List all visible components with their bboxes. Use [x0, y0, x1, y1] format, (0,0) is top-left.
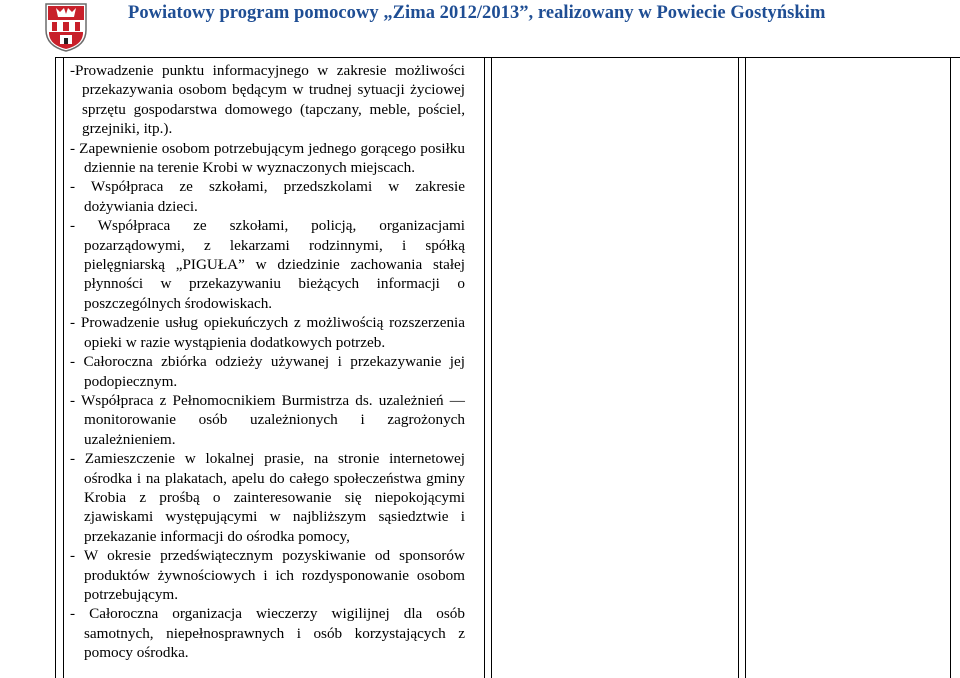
table-column-divider	[745, 57, 746, 678]
list-item: - Współpraca ze szkołami, przedszkolami w zakresie dożywiania dzieci.	[70, 178, 465, 215]
list-item: - Prowadzenie usług opiekuńczych z możliwością rozszerzenia opieki w razie wystąpienia dodatkowych potrzeb.	[70, 314, 465, 351]
table-column-divider	[950, 57, 951, 678]
table-column-divider	[491, 57, 492, 678]
list-item: - Zapewnienie osobom potrzebującym jednego gorącego posiłku dziennie na terenie Krobi w wyznaczonych miejscach.	[70, 139, 465, 177]
list-item: - W okresie przedświątecznym pozyskiwanie od sponsorów produktów żywnościowych i ich rozdysponowanie osobom potrzebującym.	[70, 547, 465, 603]
coat-of-arms-icon	[44, 2, 88, 52]
table-column-divider	[63, 57, 64, 678]
list-item: - Współpraca ze szkołami, policją, organizacjami pozarządowymi, z lekarzami rodzinnymi, i spółką pielęgniarską „PIGUŁA” w dziedzinie zachowania stałej płynności w przekazywaniu bieżących informacji o poszczególnych środowiskach.	[70, 217, 465, 312]
table-cell-actions	[70, 61, 465, 663]
list-item: - Całoroczna zbiórka odzieży używanej i przekazywanie jej podopiecznym.	[70, 353, 465, 390]
list-item: - Całoroczna organizacja wieczerzy wigilijnej dla osób samotnych, niepełnosprawnych i osób korzystających z pomocy ośrodka.	[70, 605, 465, 662]
list-item: - Współpraca z Pełnomocnikiem Burmistrza ds. uzależnień — monitorowanie osób uzależnionych i zagrożonych uzależnieniem.	[70, 391, 465, 448]
table-column-divider	[484, 57, 485, 678]
table-column-divider	[738, 57, 739, 678]
page-header-title: Powiatowy program pomocowy „Zima 2012/2013”, realizowany w Powiecie Gostyńskim	[128, 3, 826, 23]
list-item: -Prowadzenie punktu informacyjnego w zakresie możliwości przekazywania osobom będącym w trudnej sytuacji życiowej sprzętu gospodarstwa domowego (tapczany, meble, pościel, grzejniki, itp.).	[70, 62, 465, 138]
list-item: - Zamieszczenie w lokalnej prasie, na stronie internetowej ośrodka i na plakatach, apelu do całego społeczeństwa gminy Krobia z prośbą o zainteresowanie się niepokojącymi zjawiskami występującymi w najbliższym sąsiedztwie i przekazanie informacji do ośrodka pomocy,	[70, 450, 465, 545]
